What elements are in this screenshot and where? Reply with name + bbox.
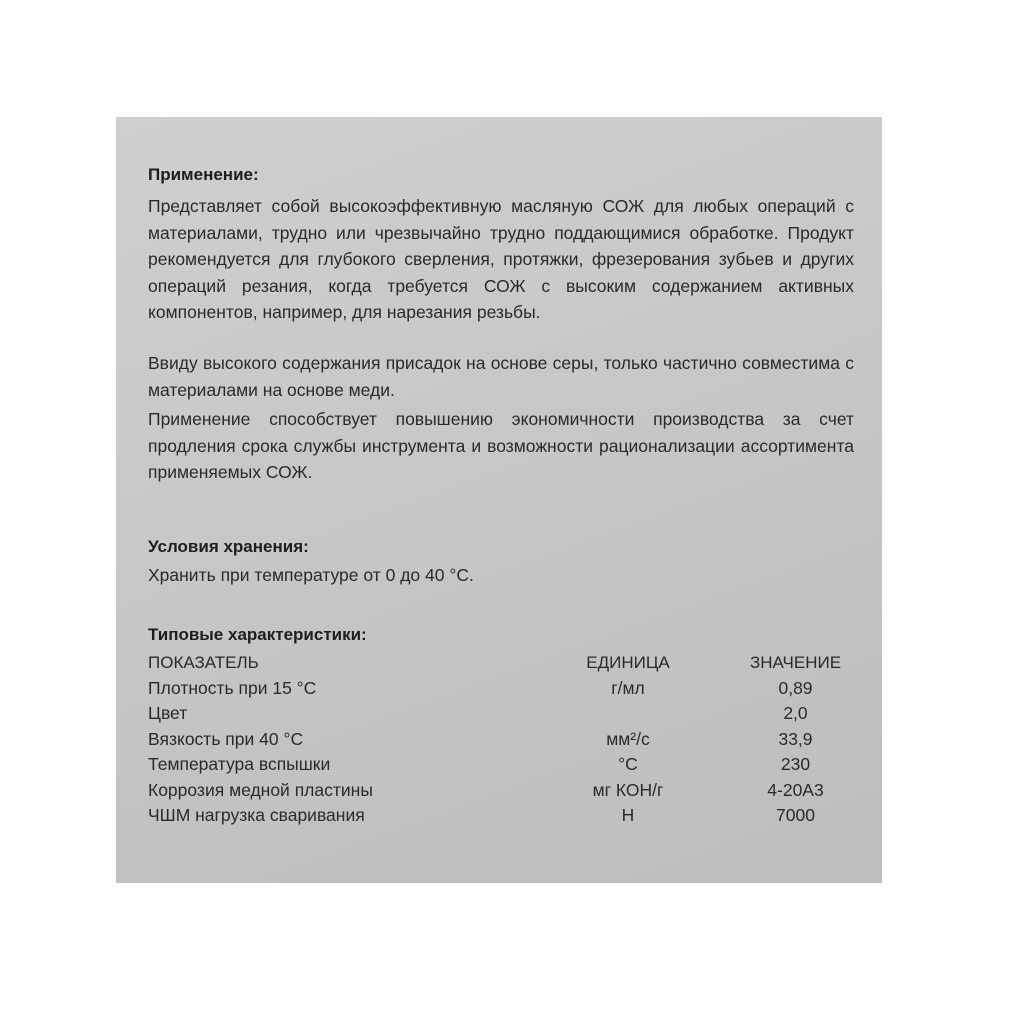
- header-value: ЗНАЧЕНИЕ: [749, 653, 842, 672]
- row-value: 33,9: [778, 728, 813, 749]
- application-paragraph-1: Представляет собой высокоэффективную масляную СОЖ для любых операций с материалами, трудно или чрезвычайно трудно поддающимися обработке. Продукт рекомендуется для глубокого сверления, протяжки, фрезерования зубьев и других операций резания, когда требуется СОЖ с высоким содержанием активных компонентов, например, для нарезания резьбы.: [148, 196, 854, 323]
- row-indicator: Коррозия медной пластины: [148, 779, 373, 800]
- row-value: 230: [780, 754, 811, 774]
- product-label: [116, 117, 882, 883]
- row-indicator: Цвет: [148, 703, 188, 723]
- row-value: 4-20А3: [767, 779, 824, 800]
- row-unit: Н: [621, 805, 635, 825]
- storage-heading: Условия хранения:: [148, 537, 309, 556]
- application-paragraph-3: Применение способствует повышению экономичности производства за счет продления срока службы инструмента и возможности рационализации ассортимента применяемых СОЖ.: [148, 409, 854, 483]
- specs-heading: Типовые характеристики:: [148, 625, 367, 644]
- table-row: [148, 778, 858, 804]
- table-row: [148, 727, 858, 753]
- specs-table: [148, 650, 858, 829]
- row-indicator: Температура вспышки: [148, 754, 331, 774]
- row-value: 2,0: [783, 703, 808, 723]
- header-unit: ЕДИНИЦА: [586, 653, 670, 672]
- header-indicator: ПОКАЗАТЕЛЬ: [148, 653, 259, 672]
- table-row: [148, 803, 858, 829]
- application-paragraph-2: Ввиду высокого содержания присадок на основе серы, только частично совместима с материалами на основе меди.: [148, 353, 854, 400]
- table-header-row: [148, 650, 858, 676]
- row-value: 7000: [776, 805, 815, 825]
- application-heading: Применение:: [148, 165, 259, 184]
- table-row: [148, 701, 858, 727]
- row-value: 0,89: [778, 677, 813, 698]
- table-row: [148, 752, 858, 778]
- row-indicator: ЧШМ нагрузка сваривания: [148, 805, 365, 825]
- table-row: [148, 676, 858, 702]
- row-indicator: Вязкость при 40 °С: [148, 728, 304, 749]
- row-unit: мм²/с: [606, 728, 650, 749]
- row-unit: °С: [618, 754, 638, 774]
- row-unit: мг КОН/г: [592, 779, 664, 800]
- row-unit: г/мл: [611, 677, 645, 698]
- storage-text: Хранить при температуре от 0 до 40 °С.: [148, 565, 474, 585]
- row-indicator: Плотность при 15 °С: [148, 677, 317, 698]
